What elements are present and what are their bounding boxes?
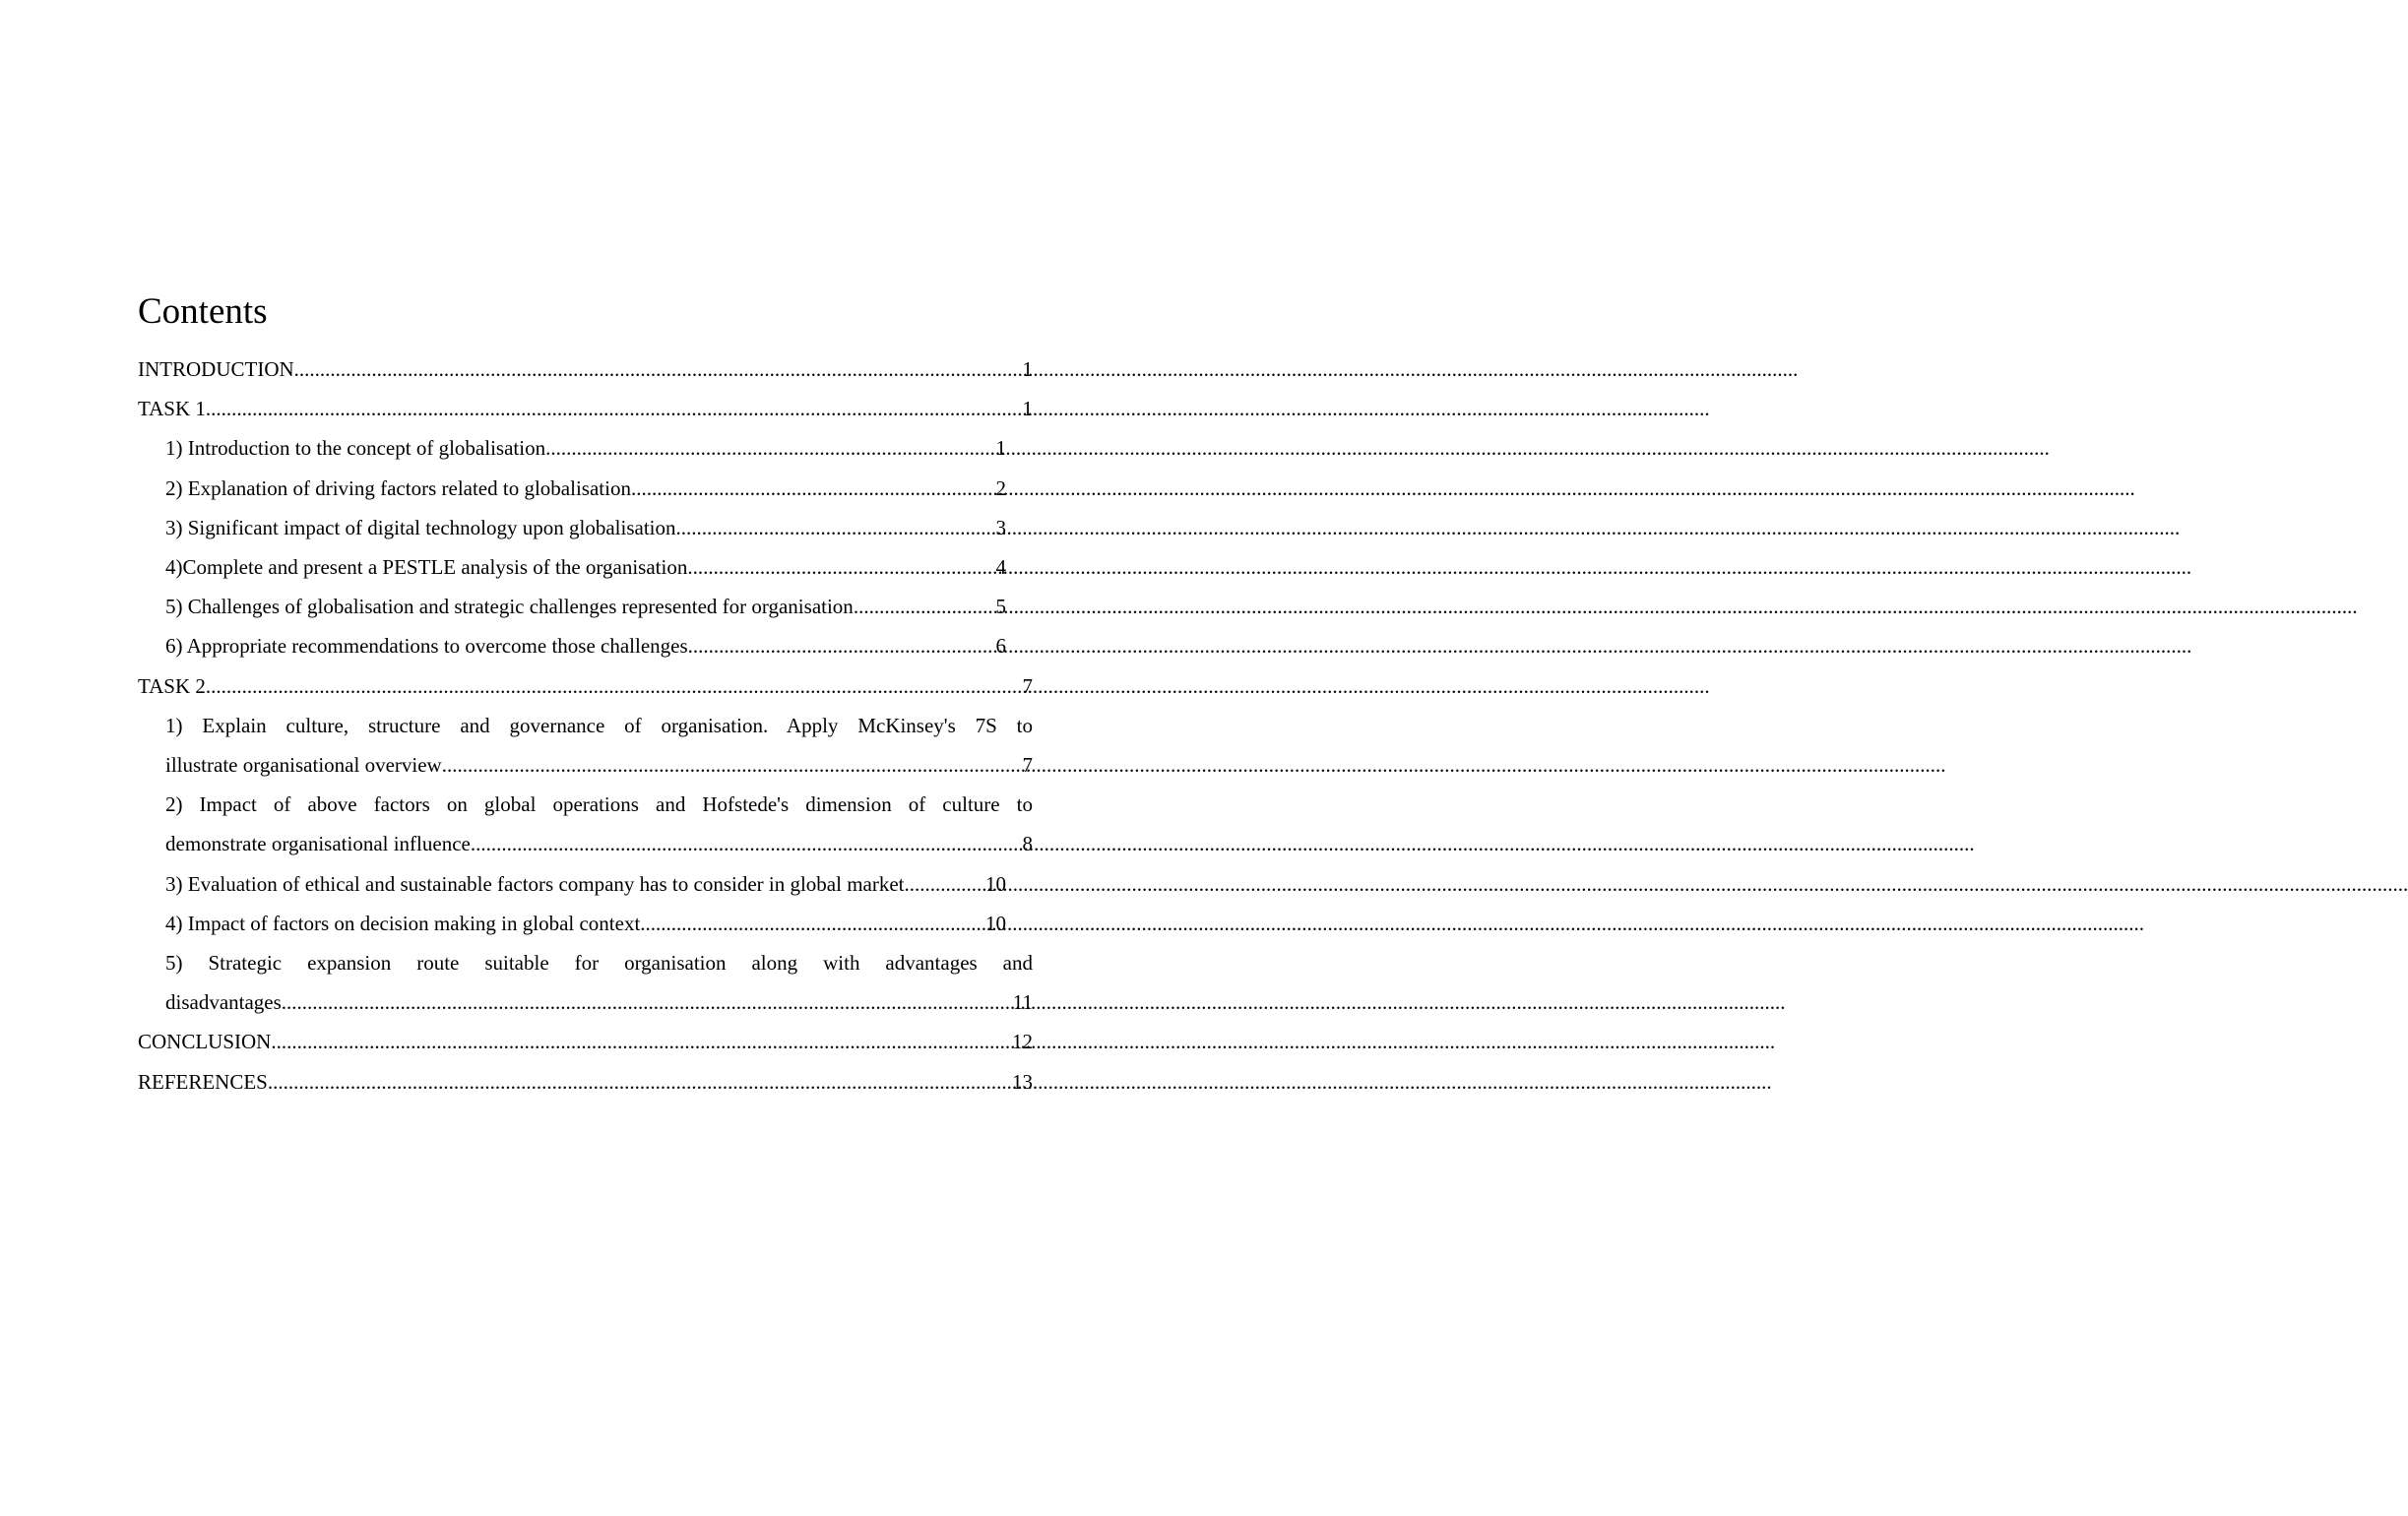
toc-entry[interactable] [165,904,1006,943]
toc-entry[interactable] [138,1022,1033,1061]
toc-entry-line [165,428,1006,468]
toc-page-number: 11 [1012,990,1033,1015]
toc-entry-line [165,626,1006,665]
toc-page-number: 1 [1022,397,1033,421]
toc-entry-line [165,587,1006,626]
dot-leader [282,982,1013,1022]
toc-page-number: 4 [995,555,1006,580]
toc-entry[interactable] [165,943,1033,1022]
toc-entry-line [138,1022,1033,1061]
dot-leader [442,745,1023,785]
toc-entry-text: TASK 2 [138,673,206,698]
toc-entry-text: 6) Appropriate recommendations to overcome those challenges [165,634,688,659]
toc-entry-text: 2) Explanation of driving factors related to globalisation [165,475,631,500]
toc-entry-text-wrapped: 1) Explain culture, structure and governance of organisation. Apply McKinsey's 7S to [165,713,1033,737]
table-of-contents [138,349,1033,1102]
toc-entry[interactable] [138,666,1033,706]
toc-entry-line [138,349,1033,389]
toc-entry-text: 3) Significant impact of digital technology upon globalisation [165,515,676,539]
dot-leader [471,824,1023,863]
toc-page-number: 7 [1022,673,1033,698]
toc-entry-text: 4)Complete and present a PESTLE analysis of the organisation [165,555,688,580]
dot-leader [687,547,995,587]
toc-entry-text: TASK 1 [138,397,206,421]
document-page [0,0,1172,1516]
dot-leader [854,587,996,626]
toc-page-number: 2 [995,475,1006,500]
toc-page-number: 3 [995,515,1006,539]
dot-leader [631,469,996,508]
toc-heading: Contents [138,291,268,332]
toc-entry-text-wrapped: 2) Impact of above factors on global operations and Hofstede's dimension of culture to [165,792,1033,817]
toc-entry[interactable] [165,864,1006,904]
dot-leader [268,1062,1012,1102]
dot-leader [676,508,996,547]
toc-entry-line [165,547,1006,587]
toc-entry-text-wrapped: 5) Strategic expansion route suitable for organisation along with advantages and [165,951,1033,976]
toc-entry-text: demonstrate organisational influence [165,832,471,856]
toc-entry-line [165,469,1006,508]
toc-page-number: 6 [995,634,1006,659]
toc-page-number: 10 [985,871,1006,896]
toc-entry-line [138,666,1033,706]
dot-leader [640,904,985,943]
toc-entry[interactable] [165,428,1006,468]
toc-page-number: 1 [995,436,1006,461]
toc-entry-line [165,508,1006,547]
toc-page-number: 8 [1022,832,1033,856]
toc-entry[interactable] [165,626,1006,665]
dot-leader [294,349,1023,389]
dot-leader [206,389,1023,428]
toc-entry-text: 3) Evaluation of ethical and sustainable factors company has to consider in global market [165,871,905,896]
toc-entry-line [165,982,1033,1022]
dot-leader [688,626,996,665]
toc-entry-text: REFERENCES [138,1069,268,1094]
toc-page-number: 1 [1022,357,1033,381]
toc-entry[interactable] [165,508,1006,547]
toc-entry-text: 5) Challenges of globalisation and strategic challenges represented for organisation [165,595,854,619]
toc-entry-text: illustrate organisational overview [165,753,442,778]
dot-leader [905,864,985,904]
toc-entry-line [138,389,1033,428]
toc-entry-text: CONCLUSION [138,1030,272,1054]
toc-entry[interactable] [165,587,1006,626]
toc-entry[interactable] [138,389,1033,428]
toc-page-number: 12 [1012,1030,1033,1054]
toc-entry[interactable] [165,469,1006,508]
toc-entry[interactable] [165,785,1033,863]
toc-entry-line [165,745,1033,785]
toc-entry-line [165,824,1033,863]
toc-entry-line [165,864,1006,904]
toc-entry[interactable] [165,706,1033,785]
toc-entry-text: 1) Introduction to the concept of globalisation [165,436,546,461]
dot-leader [271,1022,1012,1061]
toc-entry-text: 4) Impact of factors on decision making in global context [165,911,641,935]
toc-page-number: 10 [985,911,1006,935]
dot-leader [545,428,995,468]
toc-entry[interactable] [138,349,1033,389]
dot-leader [206,666,1023,706]
toc-entry[interactable] [138,1062,1033,1102]
toc-entry[interactable] [165,547,1006,587]
toc-entry-text: disadvantages [165,990,282,1015]
toc-page-number: 5 [995,595,1006,619]
toc-entry-line [165,904,1006,943]
toc-page-number: 7 [1022,753,1033,778]
toc-page-number: 13 [1012,1069,1033,1094]
toc-entry-line [138,1062,1033,1102]
toc-entry-text: INTRODUCTION [138,357,294,381]
